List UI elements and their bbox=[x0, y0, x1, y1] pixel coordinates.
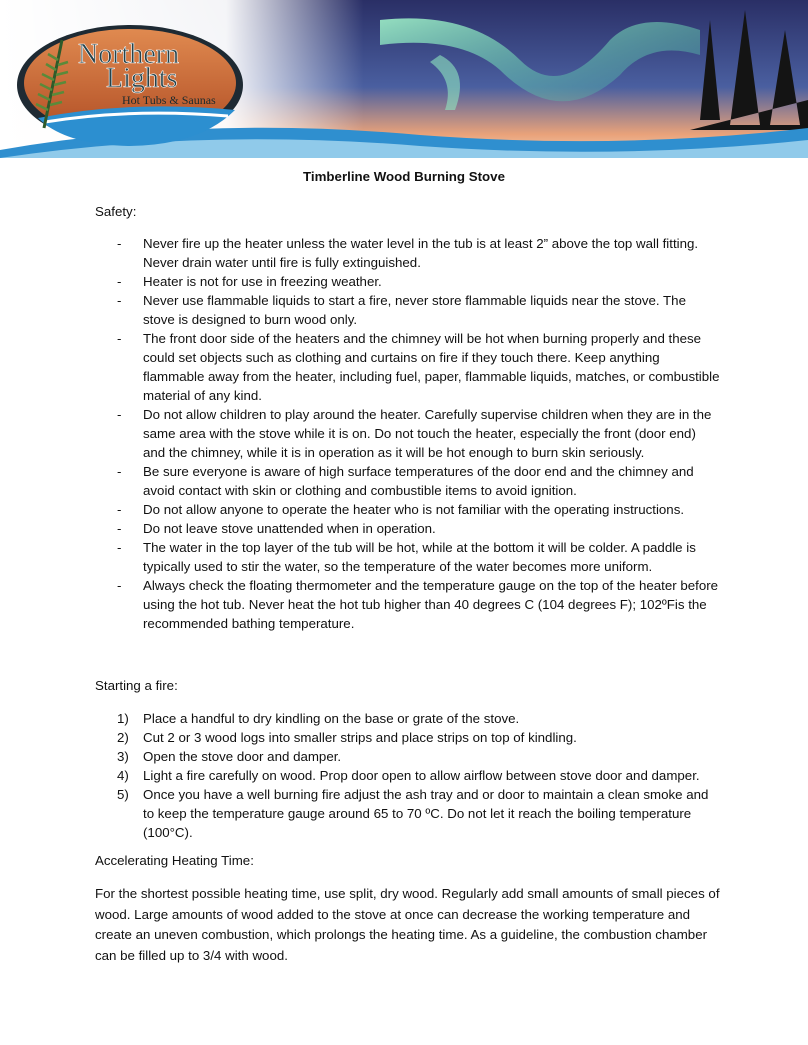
bullet-dash: - bbox=[117, 464, 122, 479]
bullet-dash: - bbox=[117, 274, 122, 289]
bullet-dash: - bbox=[117, 540, 122, 555]
safety-item-text: Heater is not for use in freezing weather. bbox=[143, 274, 382, 289]
step-text: Once you have a well burning fire adjust the ash tray and or door to maintain a clean smoke and to keep the temperature gauge around 65 to 70 ºC. Do not let it reach the boiling temperature (100°C). bbox=[143, 787, 709, 840]
starting-step bbox=[95, 766, 720, 785]
step-number: 5) bbox=[117, 787, 129, 802]
safety-item-text: Be sure everyone is aware of high surface temperatures of the door end and the chimney and avoid contact with skin or clothing and combustible items to avoid ignition. bbox=[143, 464, 694, 498]
logo-line2: Lights bbox=[106, 63, 178, 94]
safety-item bbox=[95, 234, 720, 272]
safety-item bbox=[95, 462, 720, 500]
bullet-dash: - bbox=[117, 236, 122, 251]
bullet-dash: - bbox=[117, 407, 122, 422]
company-logo bbox=[17, 25, 243, 146]
step-text: Light a fire carefully on wood. Prop door open to allow airflow between stove door and damper. bbox=[143, 768, 700, 783]
starting-step bbox=[95, 709, 720, 728]
bullet-dash: - bbox=[117, 521, 122, 536]
safety-list bbox=[95, 234, 720, 633]
safety-item bbox=[95, 519, 720, 538]
header-banner bbox=[0, 0, 808, 158]
safety-item bbox=[95, 500, 720, 519]
starting-step bbox=[95, 728, 720, 747]
safety-item-text: Never use flammable liquids to start a fire, never store flammable liquids near the stove. The stove is designed to burn wood only. bbox=[143, 293, 686, 327]
starting-fire-list bbox=[95, 709, 720, 842]
safety-item-text: The water in the top layer of the tub will be hot, while at the bottom it will be colder. A paddle is typically used to stir the water, so the temperature of the water becomes more uniform. bbox=[143, 540, 696, 574]
step-text: Open the stove door and damper. bbox=[143, 749, 342, 764]
safety-item bbox=[95, 405, 720, 462]
safety-item-text: Do not allow anyone to operate the heater who is not familiar with the operating instructions. bbox=[143, 502, 685, 517]
step-number: 1) bbox=[117, 711, 129, 726]
logo-line1: Northern bbox=[78, 39, 180, 70]
header-artwork bbox=[0, 0, 808, 158]
safety-item-text: Do not allow children to play around the heater. Carefully supervise children when they are in the same area with the stove while it is on. Do not touch the heater, especially the front (door end) and the chimney, while it is in operation as it will be hot enough to burn skin seriously. bbox=[143, 407, 712, 460]
safety-item-text: Always check the floating thermometer and the temperature gauge on the top of the heater before using the hot tub. Never heat the hot tub higher than 40 degrees C (104 degrees F); 102ºFis the recommended bathing temperature. bbox=[143, 578, 719, 631]
step-number: 3) bbox=[117, 749, 129, 764]
bullet-dash: - bbox=[117, 502, 122, 517]
safety-item-text: Do not leave stove unattended when in operation. bbox=[143, 521, 436, 536]
step-number: 4) bbox=[117, 768, 129, 783]
step-number: 2) bbox=[117, 730, 129, 745]
starting-step bbox=[95, 785, 720, 842]
safety-heading: Safety: bbox=[95, 204, 137, 219]
bullet-dash: - bbox=[117, 331, 122, 346]
safety-item bbox=[95, 291, 720, 329]
page-title: Timberline Wood Burning Stove bbox=[303, 169, 505, 184]
step-text: Place a handful to dry kindling on the base or grate of the stove. bbox=[143, 711, 520, 726]
step-text: Cut 2 or 3 wood logs into smaller strips and place strips on top of kindling. bbox=[143, 730, 577, 745]
logo-tagline: Hot Tubs & Saunas bbox=[122, 93, 216, 107]
accelerating-paragraph: For the shortest possible heating time, use split, dry wood. Regularly add small amounts of small pieces of wood. Large amounts of wood added to the stove at once can decrease the working temperature and create an uneven combustion, which prolongs the heating time. As a guideline, the combustion chamber can be filled up to 3/4 with wood. bbox=[95, 886, 720, 963]
safety-item-text: Never fire up the heater unless the water level in the tub is at least 2” above the top wall fitting. Never drain water until fire is fully extinguished. bbox=[143, 236, 699, 270]
safety-item bbox=[95, 576, 720, 633]
bullet-dash: - bbox=[117, 578, 122, 593]
safety-item bbox=[95, 329, 720, 405]
bullet-dash: - bbox=[117, 293, 122, 308]
starting-step bbox=[95, 747, 720, 766]
accelerating-heading: Accelerating Heating Time: bbox=[95, 853, 254, 868]
safety-item-text: The front door side of the heaters and the chimney will be hot when burning properly and these could set objects such as clothing and curtains on fire if they touch there. Keep anything flammable away from the heater, including fuel, paper, flammable liquids, matches, or combustible material of any kind. bbox=[143, 331, 720, 403]
safety-item bbox=[95, 538, 720, 576]
starting-fire-heading: Starting a fire: bbox=[95, 678, 178, 693]
safety-item bbox=[95, 272, 720, 291]
